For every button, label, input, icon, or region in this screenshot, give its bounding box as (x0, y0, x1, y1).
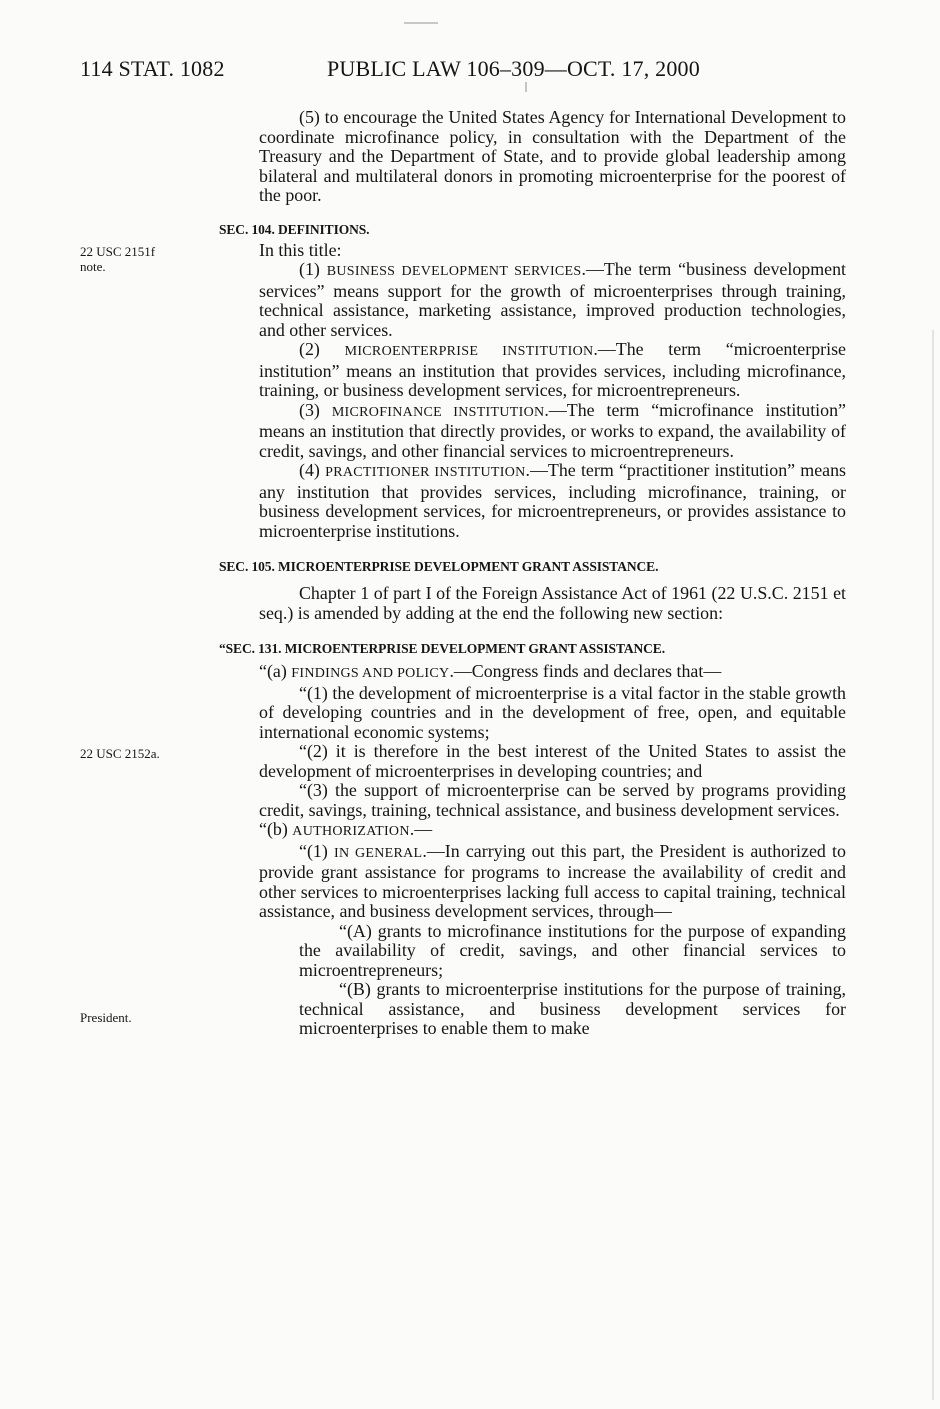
stat-reference: 114 STAT. 1082 (80, 56, 225, 81)
subsection-a: “(a) FINDINGS AND POLICY.—Congress finds and declares that— (259, 661, 722, 681)
running-header (80, 56, 840, 86)
law-title: PUBLIC LAW 106–309—OCT. 17, 2000 (327, 56, 700, 81)
scan-edge-shadow (932, 330, 934, 1400)
authorization-item-b: “(B) grants to microenterprise institutions for the purpose of training, technical assistance, and business development services for microenterprises to enable them to make (299, 979, 846, 1038)
paragraph-5: (5) to encourage the United States Agency for International Development to coordinate microfinance policy, in consultation with the Department of the Treasury and the Department of State, and to provide global leadership among bilateral and multilateral donors in promoting microenterprise for the poorest of the poor. (259, 107, 846, 205)
in-this-title: In this title: (259, 239, 342, 260)
definition-4: (4) PRACTITIONER INSTITUTION.—The term “practitioner institution” means any institution that provides services, including microfinance, training, or business development services, for microentrepreneurs, or provides assistance to microenterprise institutions. (259, 460, 846, 541)
margin-note-line: 22 USC 2151f (80, 244, 156, 259)
definition-term: MICROFINANCE INSTITUTION (331, 404, 545, 420)
subsection-term: IN GENERAL (334, 845, 423, 861)
definition-3: (3) MICROFINANCE INSTITUTION.—The term “microfinance institution” means an institution that directly provides, or works to expand, the availability of credit, savings, and other financial services to microentrepreneurs. (259, 399, 846, 461)
finding-2: “(2) it is therefore in the best interest of the United States to assist the development of microenterprises in developing countries; and (259, 741, 846, 781)
sec-104-heading: SEC. 104. DEFINITIONS. (219, 221, 370, 237)
subsection-term: AUTHORIZATION (292, 824, 410, 839)
authorization-1: “(1) IN GENERAL.—In carrying out this part, the President is authorized to provide grant assistance for programs to increase the availability of credit and other services to microenterprises lacking full access to capital training, technical assistance, and business development services, through— (259, 840, 846, 921)
finding-1: “(1) the development of microenterprise is a vital factor in the stable growth of developing countries and in the development of free, open, and equitable international economic systems; (259, 682, 846, 742)
definition-2: (2) MICROENTERPRISE INSTITUTION.—The term “microenterprise institution” means an institution that provides services, including microfinance, training, or business development services, for microentrepreneurs. (259, 339, 846, 400)
sec-131-heading: “SEC. 131. MICROENTERPRISE DEVELOPMENT GRANT ASSISTANCE. (219, 641, 665, 656)
margin-note-usc-2151f (80, 244, 155, 274)
margin-note-usc-2152a: 22 USC 2152a. (80, 746, 160, 761)
margin-note-line: note. (80, 259, 106, 274)
definition-term: MICROENTERPRISE INSTITUTION (344, 344, 594, 359)
finding-3: “(3) the support of microenterprise can be served by programs providing credit, savings, training, technical assistance, and business development services. (259, 780, 846, 820)
margin-note-president: President. (80, 1010, 132, 1025)
definition-term: PRACTITIONER INSTITUTION (325, 465, 526, 480)
definition-1: (1) BUSINESS DEVELOPMENT SERVICES.—The term “business development services” means support for the growth of microenterprises through training, technical assistance, marketing assistance, improved production technologies, and other services. (259, 259, 846, 340)
sec-105-text: Chapter 1 of part I of the Foreign Assistance Act of 1961 (22 U.S.C. 2151 et seq.) is amended by adding at the end the following new section: (259, 583, 846, 623)
body-text (219, 107, 846, 1039)
sec-105-heading: SEC. 105. MICROENTERPRISE DEVELOPMENT GRANT ASSISTANCE. (219, 559, 659, 574)
subsection-term: FINDINGS AND POLICY (291, 666, 450, 681)
definition-term: BUSINESS DEVELOPMENT SERVICES (326, 264, 582, 279)
subsection-b: “(b) AUTHORIZATION.— (259, 819, 433, 839)
authorization-item-a: “(A) grants to microfinance institutions for the purpose of expanding the availability of credit, savings, and other financial services to microentrepreneurs; (299, 920, 846, 980)
scan-mark (404, 22, 438, 24)
